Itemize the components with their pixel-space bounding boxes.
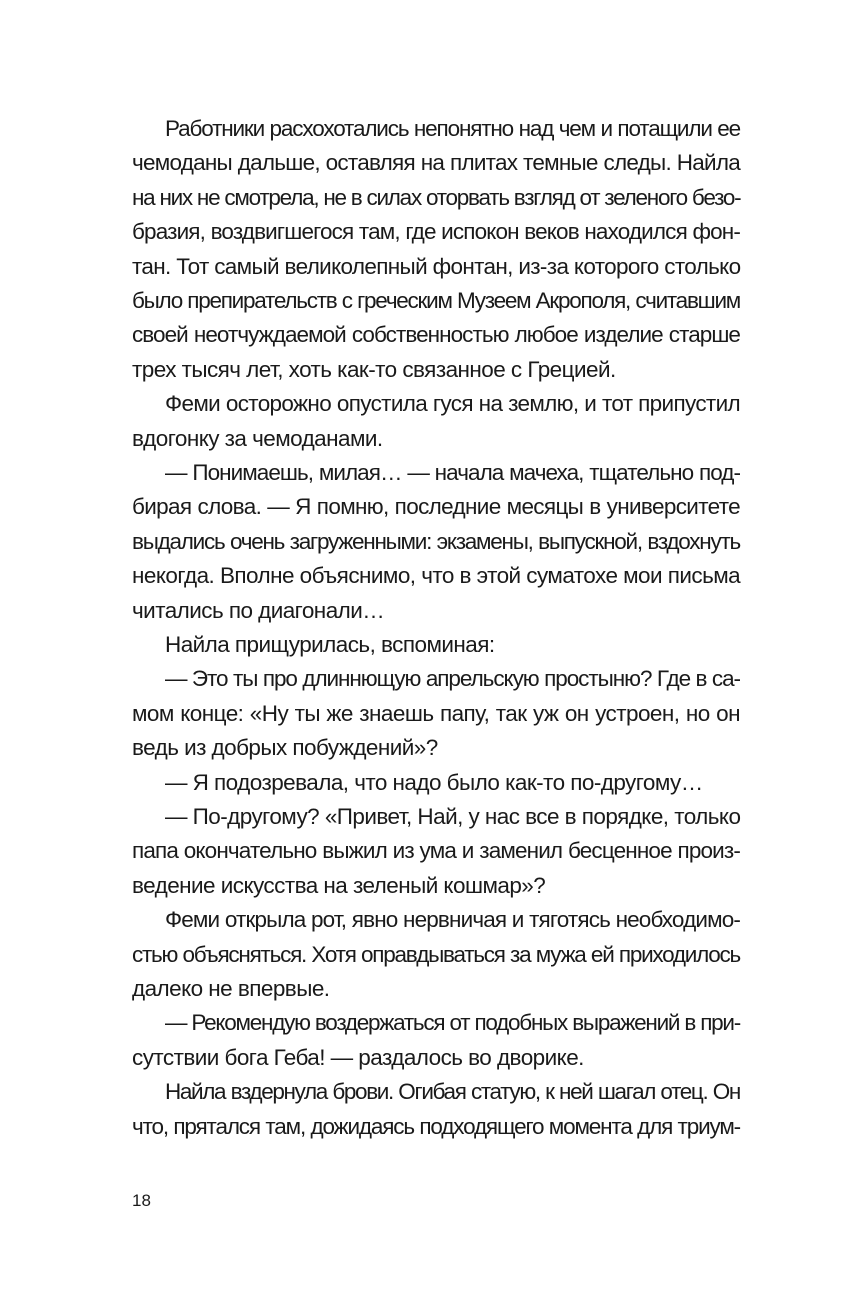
page-number: 18 xyxy=(132,1191,151,1210)
text-line: выдались очень загруженными: экзамены, выпускной, вздохнуть xyxy=(132,528,740,554)
text-line: Феми открыла рот, явно нервничая и тяготясь необходимо- xyxy=(165,907,740,933)
text-line: — Понимаешь, милая… — начала мачеха, тщательно под- xyxy=(165,460,740,485)
text-line: Найла прищурилась, вспоминая: xyxy=(165,632,495,657)
text-line: — По-другому? «Привет, Най, у нас все в порядке, только xyxy=(165,804,741,829)
text-line: некогда. Вполне объяснимо, что в этой суматохе мои письма xyxy=(132,563,741,589)
text-line: на них не смотрела, не в силах оторвать взгляд от зеленого безо- xyxy=(132,184,741,210)
text-line: что, прятался там, дожидаясь подходящего момента для триум- xyxy=(132,1113,740,1139)
text-line: — Рекомендую воздержаться от подобных выражений в при- xyxy=(165,1010,740,1036)
text-line: бирая слова. — Я помню, последние месяцы в университете xyxy=(132,494,740,520)
text-line: чемоданы дальше, оставляя на плитах темные следы. Найла xyxy=(132,150,740,176)
text-line: папа окончательно выжил из ума и заменил бесценное произ- xyxy=(132,838,740,864)
text-line: Найла вздернула брови. Огибая статую, к ней шагал отец. Он xyxy=(165,1079,740,1105)
text-line: Работники расхохотались непонятно над чем и потащили ее xyxy=(165,116,740,141)
text-line: бразия, воздвигшегося там, где испокон веков находился фон- xyxy=(132,219,740,245)
text-line: было препирательств с греческим Музеем Акрополя, считавшим xyxy=(132,288,740,313)
text-line: стью объясняться. Хотя оправдываться за мужа ей приходилось xyxy=(132,941,740,967)
text-line: мом конце: «Ну ты же знаешь папу, так уж он устроен, но он xyxy=(132,700,740,726)
text-line: читались по диагонали… xyxy=(132,597,385,623)
text-line: Феми осторожно опустила гуся на землю, и тот припустил xyxy=(165,391,740,417)
text-line: тан. Тот самый великолепный фонтан, из-за которого столько xyxy=(132,253,741,279)
text-line: сутствии бога Геба! — раздалось во дворике. xyxy=(132,1044,584,1070)
text-line: — Это ты про длиннющую апрельскую простыню? Где в са- xyxy=(165,666,740,692)
text-line: своей неотчуждаемой собственностью любое изделие старше xyxy=(132,322,740,348)
text-line: — Я подозревала, что надо было как-то по-другому… xyxy=(165,769,703,795)
text-line: трех тысяч лет, хоть как-то связанное с Грецией. xyxy=(132,356,616,382)
text-line: далеко не впервые. xyxy=(132,976,330,1001)
text-line: ведение искусства на зеленый кошмар»? xyxy=(132,872,546,898)
text-line: ведь из добрых побуждений»? xyxy=(132,735,438,761)
text-line: вдогонку за чемоданами. xyxy=(132,425,383,451)
